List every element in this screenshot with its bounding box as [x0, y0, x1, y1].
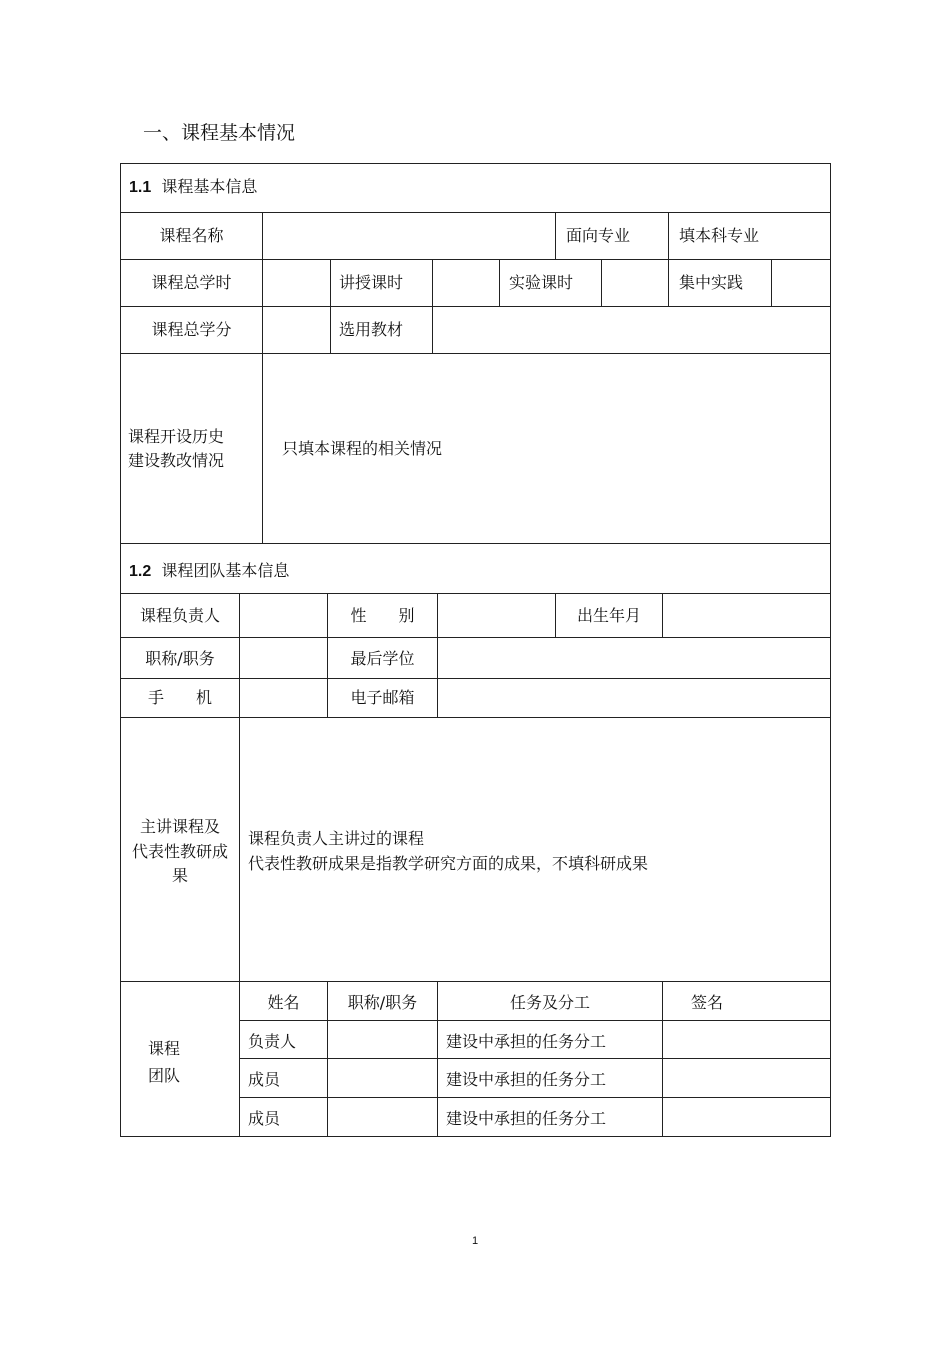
lab-hours-field[interactable] [602, 260, 668, 306]
team-header-task: 任务及分工 [509, 993, 590, 1012]
textbook-label: 选用教材 [339, 320, 404, 339]
total-hours-label: 课程总学时 [151, 273, 232, 292]
courses-label-line-2: 代表性教研成 [131, 842, 228, 861]
col-divider [330, 259, 331, 354]
section-title: 课程团队基本信息 [161, 561, 290, 580]
title-field[interactable] [240, 638, 327, 678]
table-border-top [120, 163, 831, 164]
birth-field[interactable] [663, 594, 830, 637]
section-number: 1.1 [129, 179, 152, 196]
table-border-right [830, 163, 831, 1137]
section-number: 1.2 [129, 563, 152, 580]
team-row-name[interactable]: 成员 [248, 1070, 281, 1089]
row-divider [120, 717, 831, 718]
leader-label: 课程负责人 [139, 606, 220, 625]
courses-label-line-1: 主讲课程及 [139, 817, 220, 836]
row-divider [120, 543, 831, 544]
total-credits-label: 课程总学分 [151, 320, 232, 339]
lecture-hours-label: 讲授课时 [339, 273, 404, 292]
major-value[interactable]: 填本科专业 [679, 226, 760, 245]
phone-field[interactable] [240, 679, 327, 717]
practice-field[interactable] [772, 260, 830, 306]
history-value[interactable]: 只填本课程的相关情况 [282, 439, 443, 458]
leader-field[interactable] [240, 594, 327, 637]
section-1-1-header [129, 177, 257, 198]
section-1-2-header [129, 561, 289, 582]
email-field[interactable] [438, 679, 830, 717]
row-divider [120, 353, 831, 354]
degree-field[interactable] [438, 638, 830, 678]
gender-field[interactable] [438, 594, 555, 637]
col-divider [499, 259, 500, 307]
courses-value-line-1[interactable]: 课程负责人主讲过的课程 [248, 829, 425, 848]
team-row-name[interactable]: 负责人 [248, 1032, 297, 1051]
phone-label: 手 机 [147, 688, 212, 707]
team-row-task[interactable]: 建设中承担的任务分工 [446, 1109, 607, 1128]
team-header-title: 职称/职务 [347, 993, 418, 1012]
col-divider [555, 212, 556, 260]
row-divider [120, 981, 831, 982]
team-header-name: 姓名 [267, 993, 300, 1012]
courses-value-line-2[interactable]: 代表性教研成果是指教学研究方面的成果，不填科研成果 [248, 854, 649, 873]
page-number: 1 [471, 1235, 479, 1247]
practice-label: 集中实践 [679, 273, 744, 292]
table-border-bottom [120, 1136, 831, 1137]
team-row-task[interactable]: 建设中承担的任务分工 [446, 1070, 607, 1089]
team-header-signature: 签名 [691, 993, 724, 1012]
page-heading: 一、课程基本情况 [143, 122, 296, 144]
email-label: 电子邮箱 [350, 688, 415, 707]
courses-label-line-3: 果 [171, 866, 188, 885]
birth-label: 出生年月 [576, 606, 641, 625]
gender-label: 性 别 [350, 606, 415, 625]
total-credits-field[interactable] [263, 307, 330, 353]
lab-hours-label: 实验课时 [509, 273, 574, 292]
title-label: 职称/职务 [145, 649, 215, 668]
team-label-line-2: 团队 [148, 1066, 181, 1085]
lecture-hours-field[interactable] [433, 260, 499, 306]
col-divider [662, 981, 663, 1137]
total-hours-field[interactable] [263, 260, 330, 306]
course-name-field[interactable] [263, 213, 555, 259]
degree-label: 最后学位 [350, 649, 415, 668]
col-divider [668, 212, 669, 307]
team-row-task[interactable]: 建设中承担的任务分工 [446, 1032, 607, 1051]
section-title: 课程基本信息 [161, 177, 258, 196]
textbook-field[interactable] [433, 307, 830, 353]
team-label-line-1: 课程 [148, 1039, 181, 1058]
major-label: 面向专业 [566, 226, 631, 245]
history-label-line-1: 课程开设历史 [128, 427, 225, 446]
team-row-name[interactable]: 成员 [248, 1109, 281, 1128]
history-label-line-2: 建设教改情况 [128, 451, 225, 470]
course-name-label: 课程名称 [159, 226, 224, 245]
